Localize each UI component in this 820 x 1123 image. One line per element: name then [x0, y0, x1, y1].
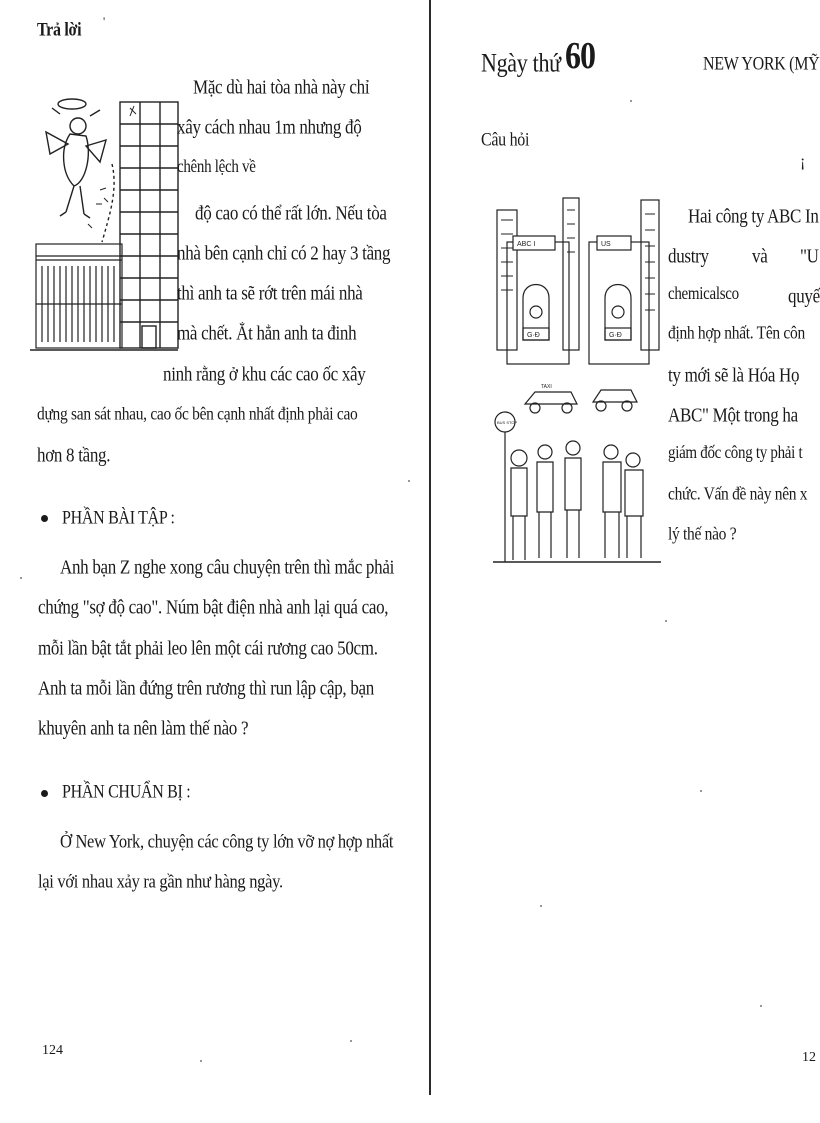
scan-speck	[20, 577, 22, 579]
prep-line-2: lại với nhau xảy ra gần như hàng ngày.	[38, 870, 283, 893]
question-line-2a: dustry	[668, 245, 709, 268]
exercise-bullet	[41, 515, 48, 522]
scan-speck	[540, 905, 542, 907]
answer-line-8: ninh rằng ở khu các cao ốc xây	[163, 363, 366, 386]
sign-director-right: G·Đ	[609, 332, 622, 339]
exercise-line-1: Anh bạn Z nghe xong câu chuyện trên thì mắc phải	[60, 556, 394, 579]
answer-line-4: độ cao có thể rất lớn. Nếu tòa	[195, 202, 387, 225]
exercise-line-5: khuyên anh ta nên làm thế nào ?	[38, 717, 249, 740]
sign-abc: ABC I	[517, 241, 536, 248]
answer-line-10: hơn 8 tầng.	[37, 444, 111, 467]
scan-speck	[200, 1060, 202, 1062]
question-line-3a: chemicalsco	[668, 285, 739, 304]
falling-person-buildings-illustration	[30, 94, 178, 356]
new-york-street-illustration	[493, 190, 661, 568]
question-line-3b: quyế	[788, 285, 820, 308]
sign-bus-stop: BUS STOP	[497, 420, 518, 425]
left-page-number: 124	[42, 1043, 63, 1058]
question-line-4: định hợp nhất. Tên côn	[668, 323, 805, 344]
exercise-line-4: Anh ta mỗi lần đứng trên rương thì run lập cập, bạn	[38, 677, 374, 700]
page-gutter-line	[429, 0, 431, 1095]
prep-line-1: Ở New York, chuyện các công ty lớn vỡ nợ hợp nhất	[60, 830, 394, 853]
prep-bullet	[41, 790, 48, 797]
stray-tick-mark: '	[103, 14, 106, 28]
scan-speck	[408, 480, 410, 482]
right-page-number: 12	[802, 1050, 816, 1065]
sign-us: US	[601, 241, 611, 248]
answer-line-2: xây cách nhau 1m nhưng độ	[177, 116, 362, 139]
question-line-9: lý thế nào ?	[668, 524, 737, 545]
prep-heading: PHẦN CHUẨN BỊ :	[62, 782, 191, 803]
answer-line-7: mà chết. Ắt hẳn anh ta đinh	[177, 322, 357, 345]
scan-speck	[760, 1005, 762, 1007]
answer-line-9: dựng san sát nhau, cao ốc bên cạnh nhất định phải cao	[37, 404, 358, 425]
answer-header: Trả lời	[37, 20, 82, 41]
sign-taxi: TAXI	[541, 384, 552, 390]
question-line-6: ABC" Một trong ha	[668, 404, 798, 427]
scan-speck	[700, 790, 702, 792]
question-line-2c: "U	[800, 245, 819, 268]
question-line-8: chức. Vấn đề này nên x	[668, 484, 808, 505]
exercise-line-3: mỗi lần bật tắt phải leo lên một cái rương cao 50cm.	[38, 637, 378, 660]
question-line-5: ty mới sẽ là Hóa Họ	[668, 364, 800, 387]
day-label: Ngày thứ	[481, 48, 561, 78]
answer-line-3: chênh lệch về	[177, 158, 256, 177]
answer-line-1: Mặc dù hai tòa nhà này chỉ	[193, 76, 370, 99]
scan-speck	[630, 100, 632, 102]
question-line-2b: và	[752, 245, 768, 268]
exercise-heading: PHẦN BÀI TẬP :	[62, 508, 175, 529]
day-number: 60	[565, 34, 595, 77]
answer-line-5: nhà bên cạnh chỉ có 2 hay 3 tầng	[177, 242, 391, 265]
question-label: Câu hỏi	[481, 130, 530, 151]
scan-speck	[665, 620, 667, 622]
answer-line-6: thì anh ta sẽ rớt trên mái nhà	[177, 282, 363, 305]
stray-mark: ¡	[800, 153, 806, 170]
sign-director-left: G·Đ	[527, 332, 540, 339]
question-line-7: giám đốc công ty phải t	[668, 444, 803, 463]
location-heading: NEW YORK (MỸ	[703, 54, 820, 75]
scan-speck	[350, 1040, 352, 1042]
exercise-line-2: chứng "sợ độ cao". Núm bật điện nhà anh lại quá cao,	[38, 596, 389, 619]
question-line-1: Hai công ty ABC In	[688, 205, 819, 228]
